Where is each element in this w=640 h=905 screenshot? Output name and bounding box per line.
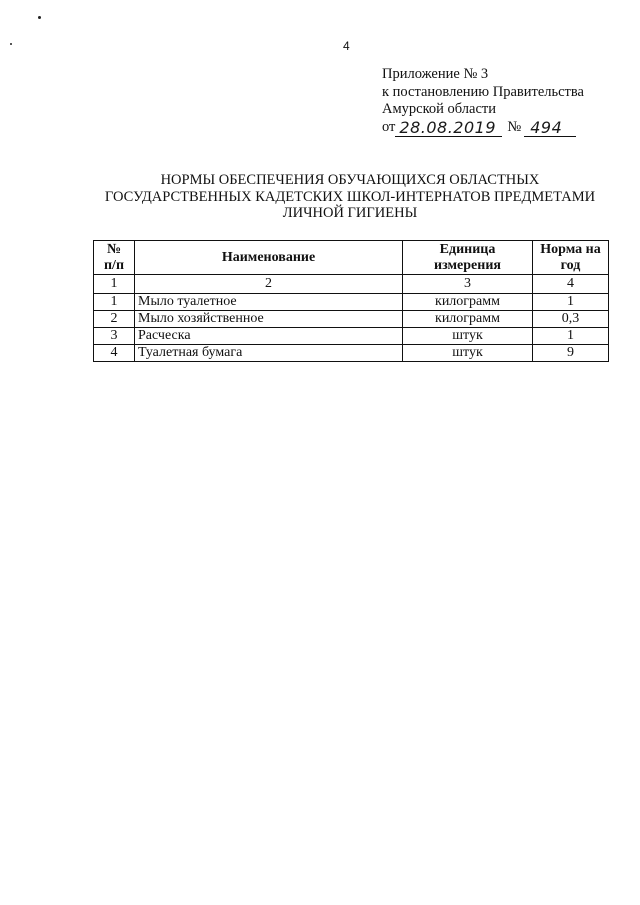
row-norm: 9 [533,345,609,362]
column-number: 3 [403,275,533,294]
hygiene-norms-table [93,240,609,362]
row-norm: 1 [533,328,609,345]
column-number: 2 [135,275,403,294]
table-header-row [94,241,609,275]
page-number: 4 [343,39,350,53]
row-name: Мыло туалетное [135,294,403,311]
row-unit: килограмм [403,294,533,311]
document-title [60,172,640,222]
title-line-2: ГОСУДАРСТВЕННЫХ КАДЕТСКИХ ШКОЛ-ИНТЕРНАТОВ ПРЕДМЕТАМИ [104,188,596,205]
row-unit: штук [403,328,533,345]
title-line-3: ЛИЧНОЙ ГИГИЕНЫ [282,205,418,221]
column-number-row [94,275,609,294]
header-num-line2: п/п [103,257,125,273]
appendix-date-number [382,119,584,137]
header-norm [533,241,609,275]
row-unit: штук [403,345,533,362]
appendix-title: Приложение № 3 [382,66,489,82]
table-row [94,311,609,328]
header-norm-line1: Норма на [540,241,601,257]
row-name: Туалетная бумага [135,345,403,362]
header-unit [403,241,533,275]
date-prefix: от [382,119,396,135]
appendix-decree: к постановлению Правительства [382,83,584,100]
table-row [94,328,609,345]
header-unit-line2: измерения [434,257,501,273]
scan-speck [38,16,41,19]
column-number: 4 [533,275,609,294]
table-row [94,294,609,311]
handwritten-date: 28.08.2019 [395,119,502,137]
scan-speck [10,43,12,45]
row-norm: 0,3 [533,311,609,328]
row-name: Расческа [135,328,403,345]
row-num: 1 [94,294,135,311]
header-norm-line2: год [560,257,581,273]
title-line-1: НОРМЫ ОБЕСПЕЧЕНИЯ ОБУЧАЮЩИХСЯ ОБЛАСТНЫХ [160,172,540,188]
appendix-region: Амурской области [382,101,496,117]
row-norm: 1 [533,294,609,311]
row-num: 4 [94,345,135,362]
row-name: Мыло хозяйственное [135,311,403,328]
header-name-text: Наименование [221,249,316,265]
header-unit-line1: Единица [439,241,496,257]
handwritten-number: 494 [524,119,576,137]
row-num: 3 [94,328,135,345]
row-unit: килограмм [403,311,533,328]
header-num [94,241,135,275]
header-name [135,241,403,275]
number-sign: № [507,119,522,135]
appendix-block [382,66,584,137]
column-number: 1 [94,275,135,294]
table-row [94,345,609,362]
header-num-line1: № [106,241,122,257]
row-num: 2 [94,311,135,328]
